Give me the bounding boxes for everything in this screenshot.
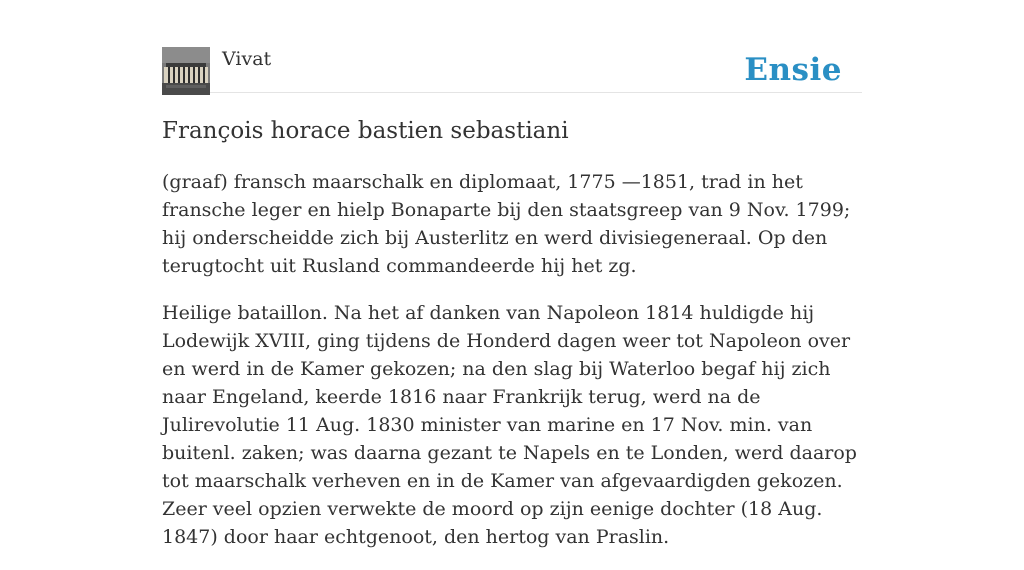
header (162, 47, 862, 93)
typewriter-photo-avatar-icon (162, 47, 210, 95)
paragraph: Heilige bataillon. Na het af danken van Napoleon 1814 huldigde hij Lodewijk XVIII, ging tijdens de Honderd dagen weer tot Napoleon over en werd in de Kamer gekozen; na den slag bij Waterloo begaf hij zich naar Engeland, keerde 1816 naar Frankrijk terug, werd na de Julirevolutie 11 Aug. 1830 minister van marine en 17 Nov. min. van buitenl. zaken; was daarna gezant te Napels en te Londen, werd daarop tot maarschalk verheven en in de Kamer van afgevaardigden gekozen. Zeer veel opzien verwekte de moord op zijn eenige dochter (18 Aug. 1847) door haar echtgenoot, den hertog van Praslin. (162, 302, 857, 548)
paragraph: (graaf) fransch maarschalk en diplomaat, 1775 —1851, trad in het fransche leger en hielp Bonaparte bij den staatsgreep van 9 Nov. 1799; hij onderscheidde zich bij Austerlitz en werd divisiegeneraal. Op den terugtocht uit Rusland commandeerde hij het zg. (162, 171, 851, 277)
avatar[interactable] (162, 47, 210, 95)
page (162, 0, 862, 548)
page-title: François horace bastien sebastiani (162, 118, 569, 144)
brand-logo[interactable]: Ensie (744, 52, 842, 88)
author-name[interactable]: Vivat (222, 48, 272, 70)
article-body (162, 168, 862, 570)
